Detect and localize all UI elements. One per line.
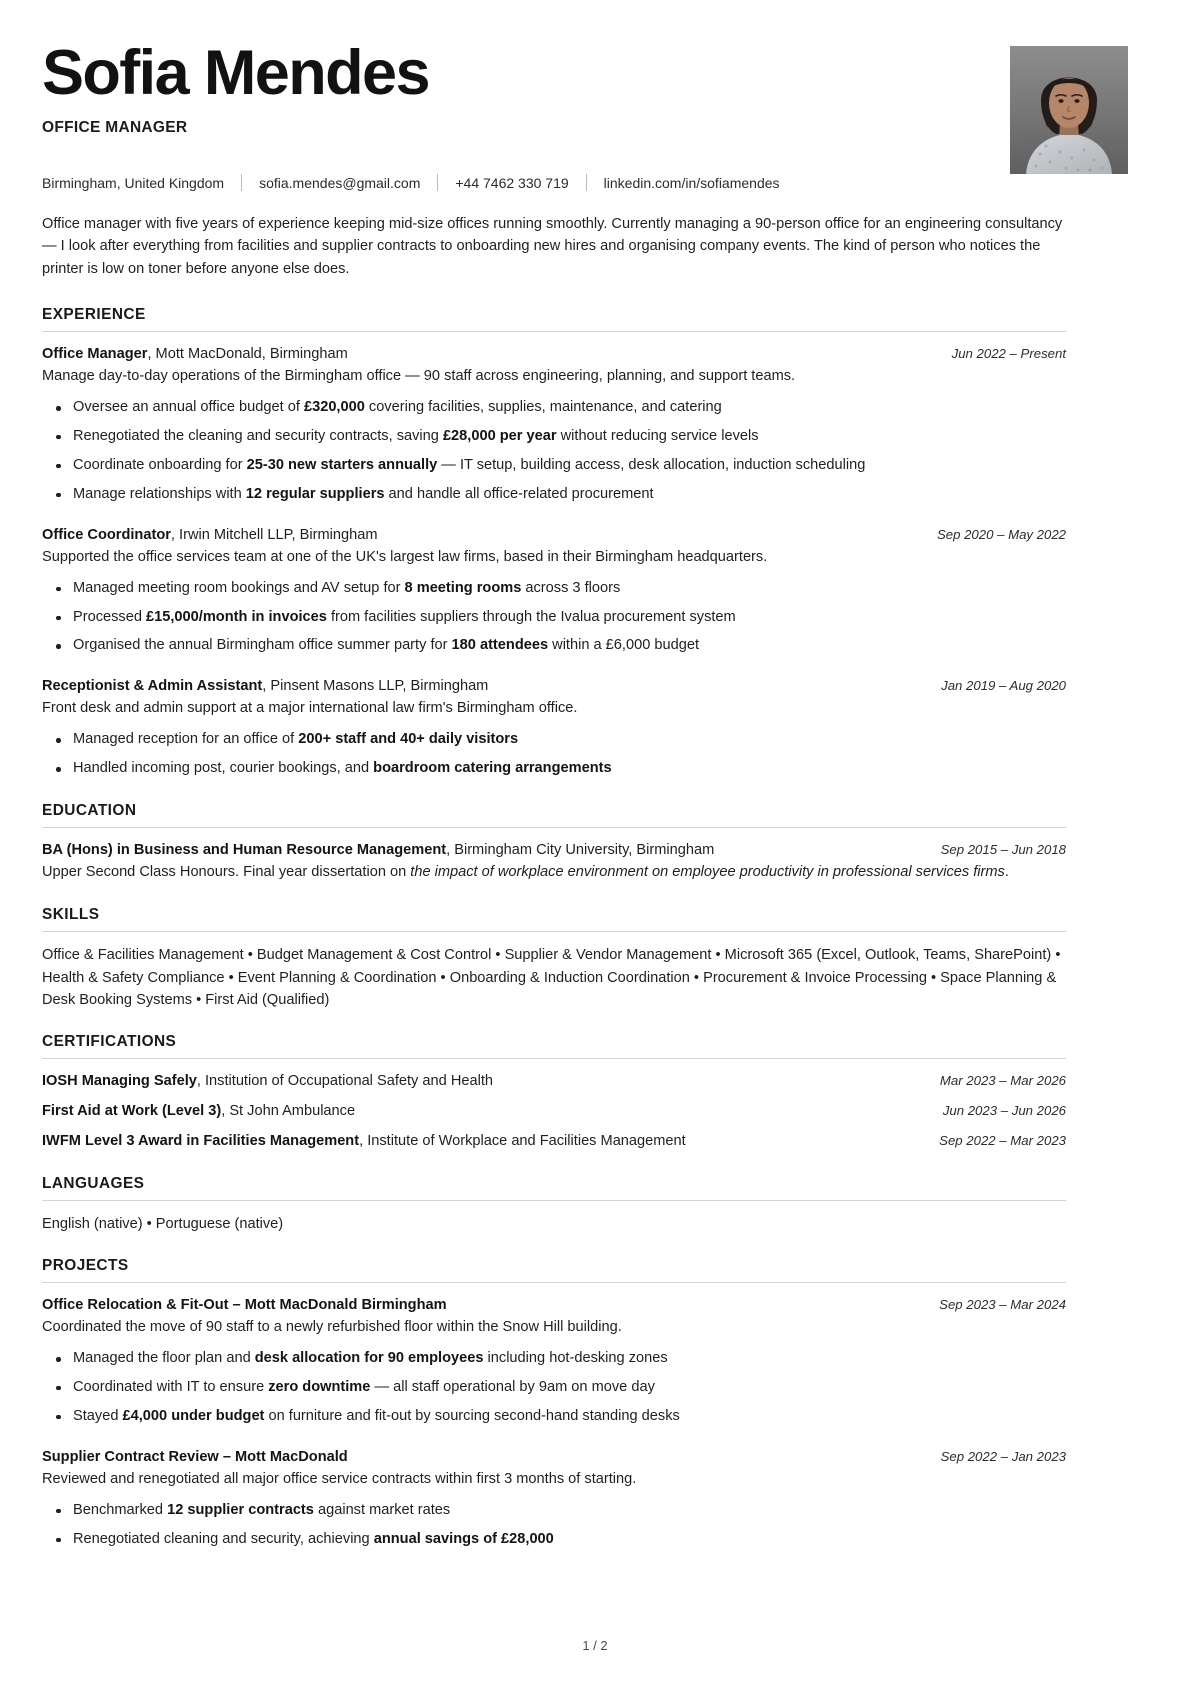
education-entry-description: Upper Second Class Honours. Final year dissertation on the impact of workplace environment on employee productivity in professional services firms.: [42, 864, 1009, 881]
experience-entry-description: Front desk and admin support at a major international law firm's Birmingham office.: [42, 700, 578, 717]
bullet-item: Benchmarked 12 supplier contracts against market rates: [73, 1500, 1066, 1522]
bullet-item: Stayed £4,000 under budget on furniture and fit-out by sourcing second-hand standing desks: [73, 1406, 1066, 1428]
experience-entry: [42, 676, 1066, 780]
contact-separator-icon: [437, 174, 438, 191]
header-text-block: [42, 38, 1010, 163]
project-entry-heading: [42, 1295, 447, 1316]
experience-entry: [42, 525, 1066, 658]
section-divider: [42, 1200, 1066, 1201]
section-certifications: [42, 1033, 1066, 1152]
certification-entry: [42, 1101, 1066, 1122]
certification-name: IOSH Managing Safely, Institution of Occupational Safety and Health: [42, 1073, 493, 1090]
bullet-list: [42, 729, 1066, 780]
portrait-photo-icon: [1010, 46, 1128, 174]
contact-line: [42, 174, 1066, 191]
bullet-highlight: £15,000/month in invoices: [146, 608, 327, 625]
bullet-highlight: £4,000 under budget: [122, 1407, 265, 1424]
bullet-highlight: zero downtime: [268, 1378, 371, 1395]
bullet-item: Renegotiated the cleaning and security contracts, saving £28,000 per year without reducing service levels: [73, 426, 1066, 448]
profile-photo: [1010, 46, 1128, 174]
project-entry-heading: [42, 1447, 348, 1468]
bullet-highlight: 200+ staff and 40+ daily visitors: [298, 731, 519, 748]
entry-title: Supplier Contract Review – Mott MacDonald: [42, 1448, 348, 1465]
entry-title: Receptionist & Admin Assistant: [42, 678, 263, 695]
experience-entry-list: [42, 344, 1066, 780]
section-experience: [42, 306, 1066, 780]
certification-title: First Aid at Work (Level 3): [42, 1103, 222, 1120]
certification-title: IOSH Managing Safely: [42, 1073, 197, 1090]
entry-header: [42, 1447, 1066, 1468]
entry-date: Sep 2022 – Jan 2023: [940, 1448, 1066, 1464]
contact-phone[interactable]: +44 7462 330 719: [455, 174, 569, 191]
entry-date: Sep 2015 – Jun 2018: [940, 842, 1066, 858]
bullet-highlight: desk allocation for 90 employees: [254, 1350, 484, 1367]
bullet-highlight: 8 meeting rooms: [404, 579, 522, 596]
section-divider: [42, 931, 1066, 932]
entry-date: Sep 2023 – Mar 2024: [939, 1296, 1066, 1312]
entry-header: [42, 840, 1066, 861]
section-divider: [42, 827, 1066, 828]
project-entry-list: [42, 1295, 1066, 1551]
section-divider: [42, 1058, 1066, 1059]
bullet-item: Processed £15,000/month in invoices from facilities suppliers through the Ivalua procurement system: [73, 607, 1066, 629]
education-entry: [42, 840, 1066, 884]
bullet-item: Renegotiated cleaning and security, achieving annual savings of £28,000: [73, 1529, 1066, 1551]
entry-title: Office Relocation & Fit-Out – Mott MacDonald Birmingham: [42, 1296, 447, 1313]
section-title-education: EDUCATION: [42, 802, 137, 820]
entry-date: Sep 2020 – May 2022: [936, 526, 1066, 542]
section-education: [42, 802, 1066, 884]
contact-separator-icon: [586, 174, 587, 191]
languages-text: English (native) • Portuguese (native): [42, 1215, 284, 1232]
entry-title: Office Manager: [42, 345, 148, 362]
education-entry-list: [42, 840, 1066, 884]
certification-entry-list: [42, 1071, 1066, 1152]
certification-date: Mar 2023 – Mar 2026: [939, 1073, 1066, 1089]
professional-summary: Office manager with five years of experience keeping mid-size offices running smoothly. Currently managing a 90-person office for an engineering consultancy — I look after everything from facilities and supplier contracts to onboarding new hires and organising company events. The kind of person who notices the printer is low on toner before anyone else does.: [42, 216, 1063, 277]
contact-email[interactable]: sofia.mendes@gmail.com: [259, 174, 421, 191]
section-title-languages: LANGUAGES: [42, 1174, 145, 1192]
bullet-list: [42, 578, 1066, 658]
section-languages: [42, 1175, 1066, 1235]
project-entry-description: Reviewed and renegotiated all major office service contracts within first 3 months of starting.: [42, 1470, 637, 1487]
project-entry-description: Coordinated the move of 90 staff to a newly refurbished floor within the Snow Hill building.: [42, 1319, 622, 1336]
bullet-list: [42, 1500, 1066, 1551]
dissertation-title: the impact of workplace environment on employee productivity in professional services firms: [410, 864, 1005, 881]
bullet-item: Managed meeting room bookings and AV setup for 8 meeting rooms across 3 floors: [73, 578, 1066, 600]
project-entry: [42, 1295, 1066, 1428]
entry-header: [42, 676, 1066, 697]
bullet-highlight: £320,000: [303, 399, 365, 416]
bullet-highlight: boardroom catering arrangements: [373, 760, 612, 777]
certification-name: IWFM Level 3 Award in Facilities Management, Institute of Workplace and Facilities Management: [42, 1133, 686, 1150]
certification-entry: [42, 1071, 1066, 1092]
bullet-item: Coordinate onboarding for 25-30 new starters annually — IT setup, building access, desk allocation, induction scheduling: [73, 455, 1066, 477]
section-divider: [42, 1282, 1066, 1283]
section-projects: [42, 1257, 1066, 1551]
contact-location: Birmingham, United Kingdom: [42, 174, 225, 191]
certification-date: Jun 2023 – Jun 2026: [942, 1103, 1066, 1119]
certification-date: Sep 2022 – Mar 2023: [939, 1133, 1066, 1149]
resume-header: [42, 38, 1066, 174]
entry-date: Jan 2019 – Aug 2020: [941, 678, 1066, 694]
bullet-list: [42, 1348, 1066, 1428]
candidate-name: Sofia Mendes: [42, 38, 429, 108]
bullet-item: Oversee an annual office budget of £320,000 covering facilities, supplies, maintenance, and catering: [73, 397, 1066, 419]
bullet-item: Managed reception for an office of 200+ staff and 40+ daily visitors: [73, 729, 1066, 751]
section-divider: [42, 331, 1066, 332]
project-entry: [42, 1447, 1066, 1551]
bullet-highlight: 12 supplier contracts: [167, 1501, 314, 1518]
experience-entry: [42, 344, 1066, 506]
section-title-certifications: CERTIFICATIONS: [42, 1033, 177, 1051]
entry-header: [42, 525, 1066, 546]
section-title-skills: SKILLS: [42, 906, 100, 924]
section-title-experience: EXPERIENCE: [42, 305, 146, 323]
bullet-highlight: £28,000 per year: [442, 427, 557, 444]
section-title-projects: PROJECTS: [42, 1256, 129, 1274]
bullet-item: Coordinated with IT to ensure zero downtime — all staff operational by 9am on move day: [73, 1377, 1066, 1399]
entry-date: Jun 2022 – Present: [951, 345, 1066, 361]
contact-linkedin[interactable]: linkedin.com/in/sofiamendes: [603, 174, 780, 191]
experience-entry-heading: Receptionist & Admin Assistant, Pinsent Masons LLP, Birmingham: [42, 678, 489, 695]
entry-header: [42, 1295, 1066, 1316]
bullet-item: Organised the annual Birmingham office summer party for 180 attendees within a £6,000 budget: [73, 635, 1066, 657]
bullet-list: [42, 397, 1066, 506]
education-entry-heading: BA (Hons) in Business and Human Resource Management, Birmingham City University, Birmingham: [42, 842, 715, 859]
bullet-highlight: 25-30 new starters annually: [246, 456, 438, 473]
bullet-highlight: 12 regular suppliers: [245, 485, 385, 502]
bullet-item: Managed the floor plan and desk allocation for 90 employees including hot-desking zones: [73, 1348, 1066, 1370]
page-footer: [0, 1638, 1190, 1653]
experience-entry-description: Manage day-to-day operations of the Birmingham office — 90 staff across engineering, planning, and support teams.: [42, 368, 796, 385]
bullet-item: Manage relationships with 12 regular suppliers and handle all office-related procurement: [73, 484, 1066, 506]
entry-title: Office Coordinator: [42, 526, 171, 543]
section-skills: [42, 906, 1066, 1011]
experience-entry-heading: Office Coordinator, Irwin Mitchell LLP, Birmingham: [42, 526, 378, 543]
entry-title: BA (Hons) in Business and Human Resource Management: [42, 842, 447, 859]
certification-title: IWFM Level 3 Award in Facilities Management: [42, 1133, 360, 1150]
page-indicator: 1 / 2: [582, 1638, 608, 1653]
candidate-job-title: OFFICE MANAGER: [42, 119, 188, 136]
experience-entry-description: Supported the office services team at one of the UK's largest law firms, based in their Birmingham headquarters.: [42, 548, 768, 565]
bullet-item: Handled incoming post, courier bookings, and boardroom catering arrangements: [73, 758, 1066, 780]
skills-text: Office & Facilities Management • Budget Management & Cost Control • Supplier & Vendor Management • Microsoft 365 (Excel, Outlook, Teams, SharePoint) • Health & Safety Compliance • Event Planning & Coordination • Onboarding & Induction Coordination • Procurement & Invoice Processing • Space Planning & Desk Booking Systems • First Aid (Qualified): [42, 947, 1061, 1008]
entry-header: [42, 344, 1066, 365]
experience-entry-heading: Office Manager, Mott MacDonald, Birmingham: [42, 345, 348, 362]
certification-name: First Aid at Work (Level 3), St John Ambulance: [42, 1103, 356, 1120]
certification-entry: [42, 1131, 1066, 1152]
bullet-highlight: 180 attendees: [451, 637, 549, 654]
contact-separator-icon: [241, 174, 242, 191]
bullet-highlight: annual savings of £28,000: [373, 1530, 554, 1547]
